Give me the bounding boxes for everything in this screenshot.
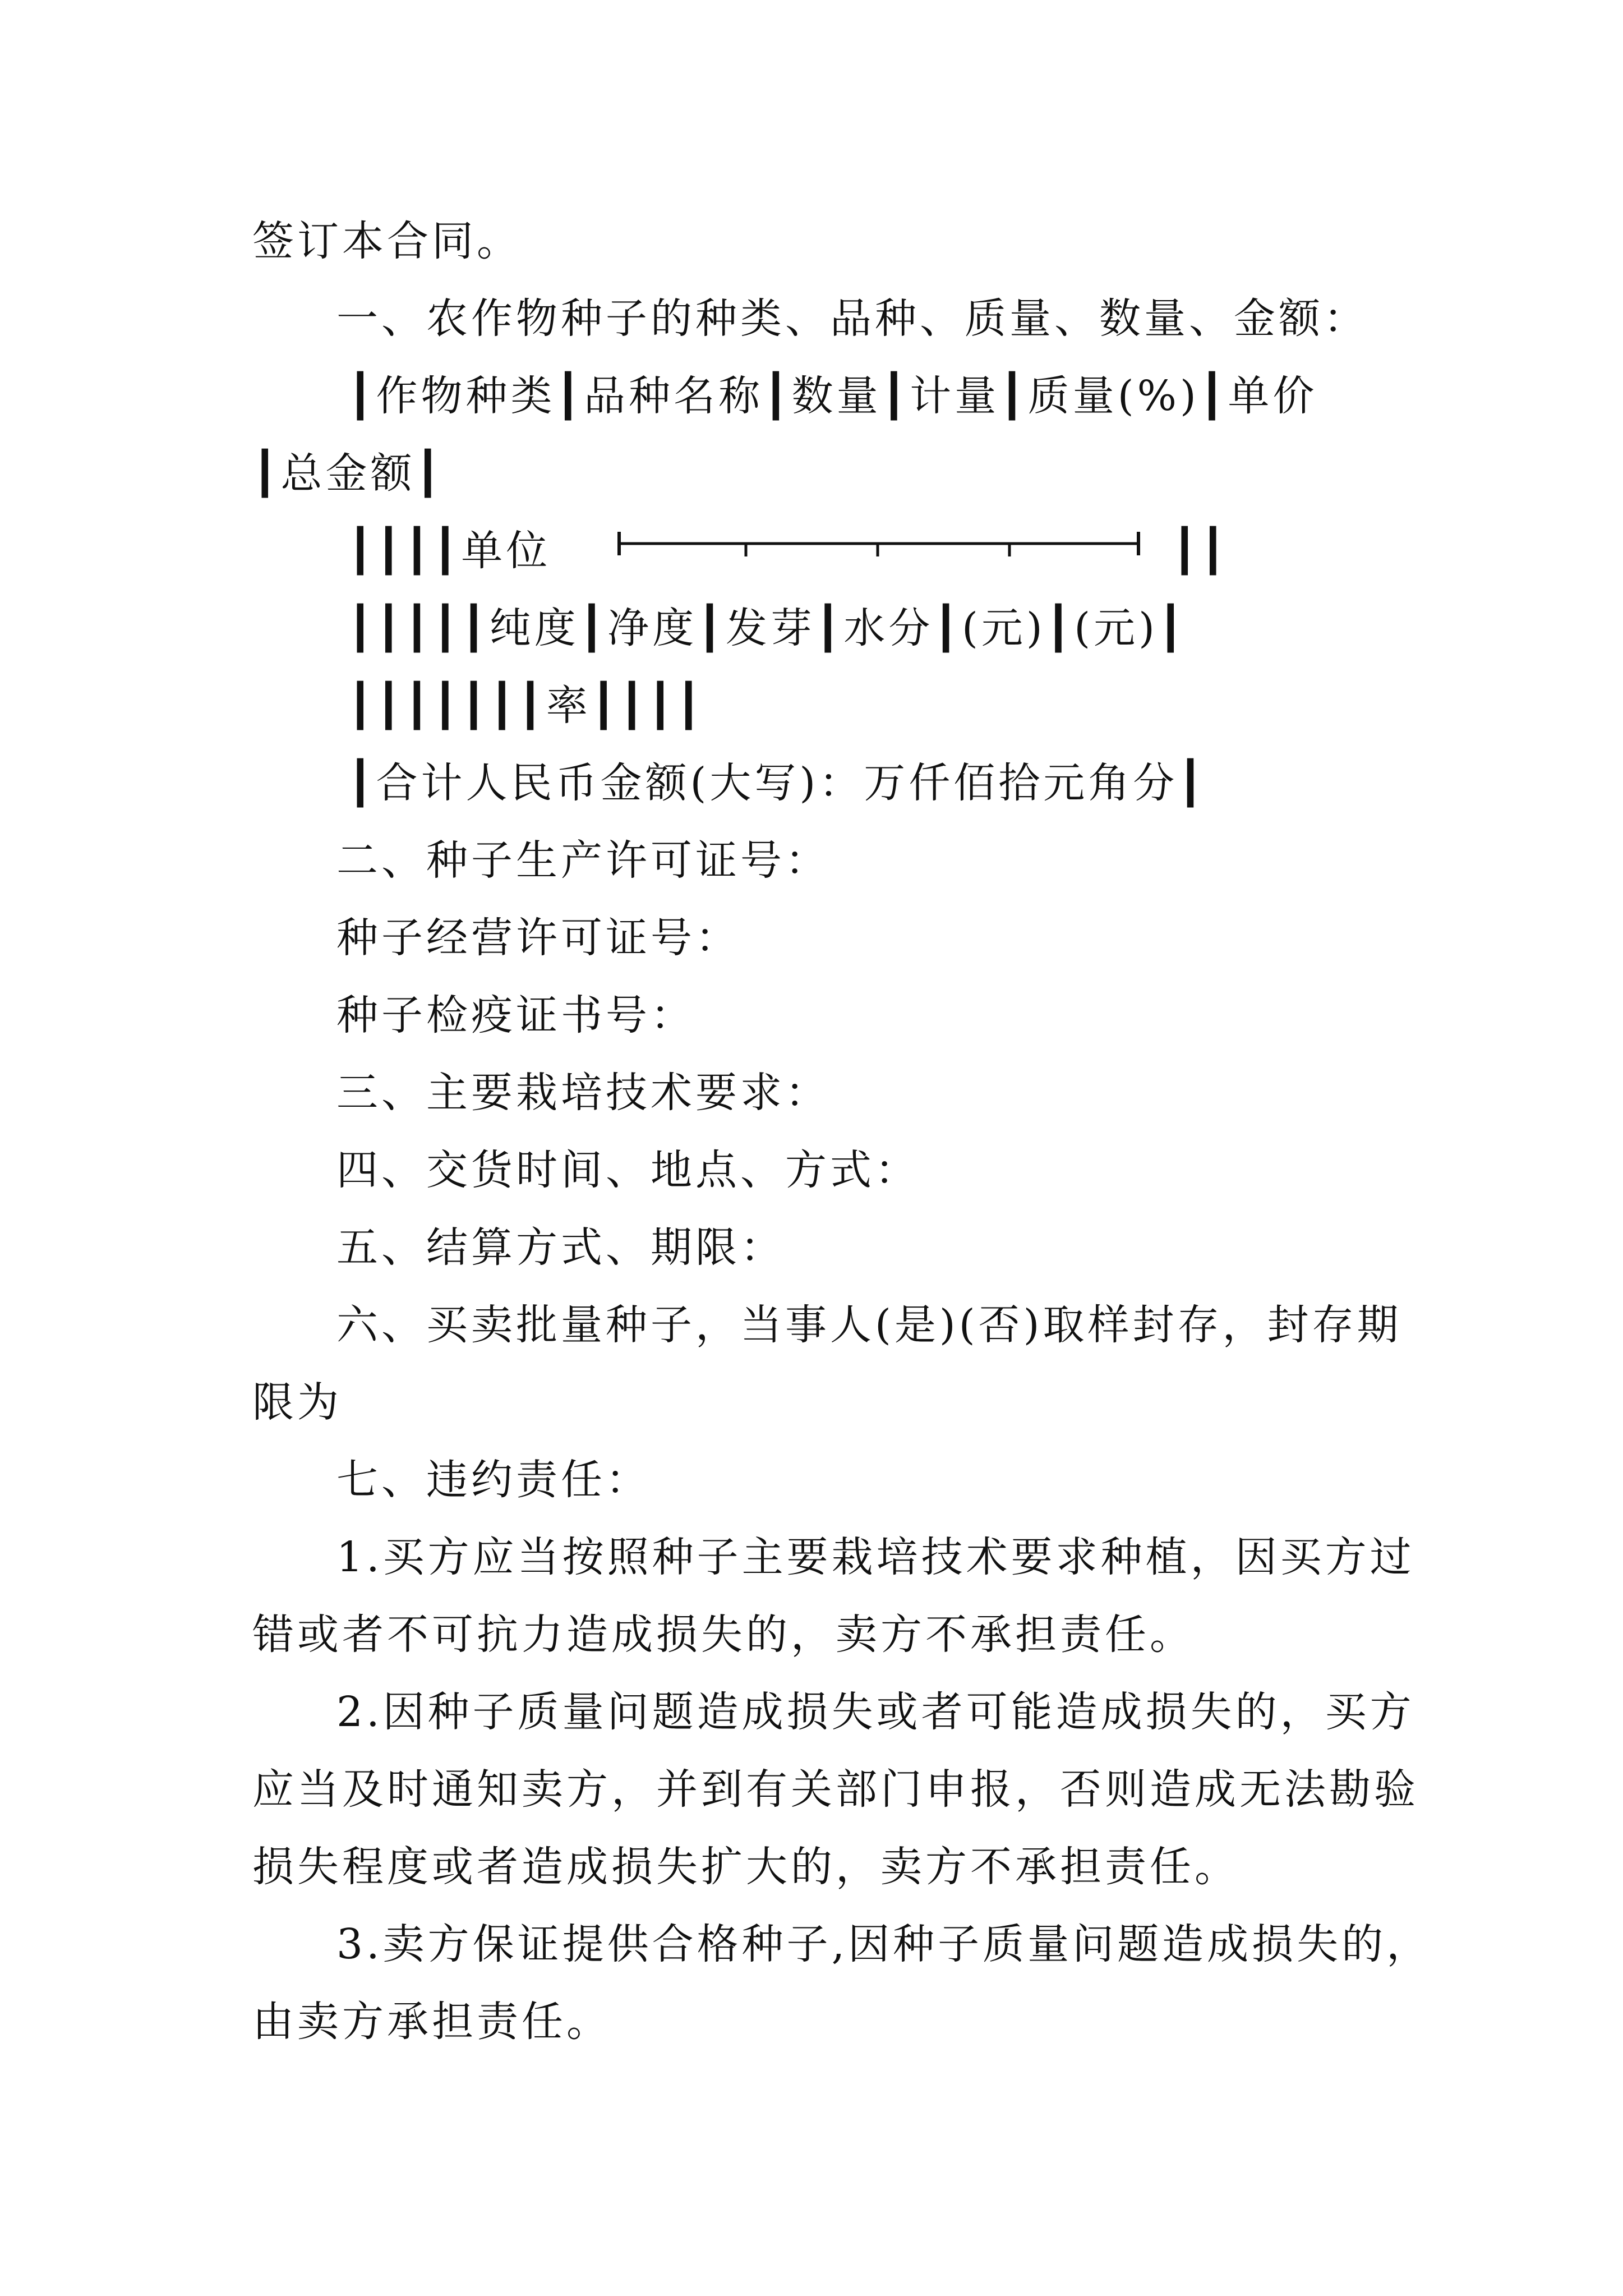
table-row: ┃┃┃┃┃纯度┃净度┃发芽┃水分┃(元)┃(元)┃ (348, 604, 1187, 652)
section-heading: 五、结算方式、期限： (336, 1223, 785, 1272)
clause-line: 3.卖方保证提供合格种子,因种子质量问题造成损失的， (336, 1920, 1432, 1968)
text-line: 签订本合同。 (252, 217, 522, 265)
table-header-row: ┃作物种类┃品种名称┃数量┃计量┃质量(%)┃单价 (348, 372, 1318, 420)
table-row: ┃┃┃┃单位 (348, 527, 551, 575)
table-row: ┃┃ (1172, 527, 1229, 575)
clause-line: 应当及时通知卖方，并到有关部门申报，否则造成无法勘验 (252, 1765, 1419, 1814)
text-line: 种子检疫证书号： (336, 991, 695, 1039)
table-row: ┃┃┃┃┃┃┃率┃┃┃┃ (348, 682, 705, 730)
section-heading: 六、买卖批量种子，当事人(是)(否)取样封存，封存期 (336, 1301, 1402, 1349)
text-line: 种子经营许可证号： (336, 914, 740, 962)
section-heading: 二、种子生产许可证号： (336, 836, 830, 885)
section-heading: 三、主要栽培技术要求： (336, 1069, 830, 1117)
table-header-row: ┃总金额┃ (252, 449, 444, 498)
clause-line: 损失程度或者造成损失扩大的，卖方不承担责任。 (252, 1843, 1239, 1891)
section-heading: 四、交货时间、地点、方式： (336, 1146, 920, 1194)
section-heading: 一、农作物种子的种类、品种、质量、数量、金额： (336, 295, 1368, 343)
clause-line: 由卖方承担责任。 (252, 1998, 611, 2046)
table-rule (617, 527, 1155, 561)
clause-line: 1.买方应当按照种子主要栽培技术要求种植，因买方过 (336, 1533, 1415, 1581)
clause-line: 错或者不可抗力造成损失的，卖方不承担责任。 (252, 1611, 1195, 1659)
text-line: 限为 (252, 1378, 342, 1427)
table-total-row: ┃合计人民币金额(大写)：万仟佰拾元角分┃ (348, 759, 1206, 807)
clause-line: 2.因种子质量问题造成损失或者可能造成损失的，买方 (336, 1688, 1415, 1736)
section-heading: 七、违约责任： (336, 1456, 651, 1504)
